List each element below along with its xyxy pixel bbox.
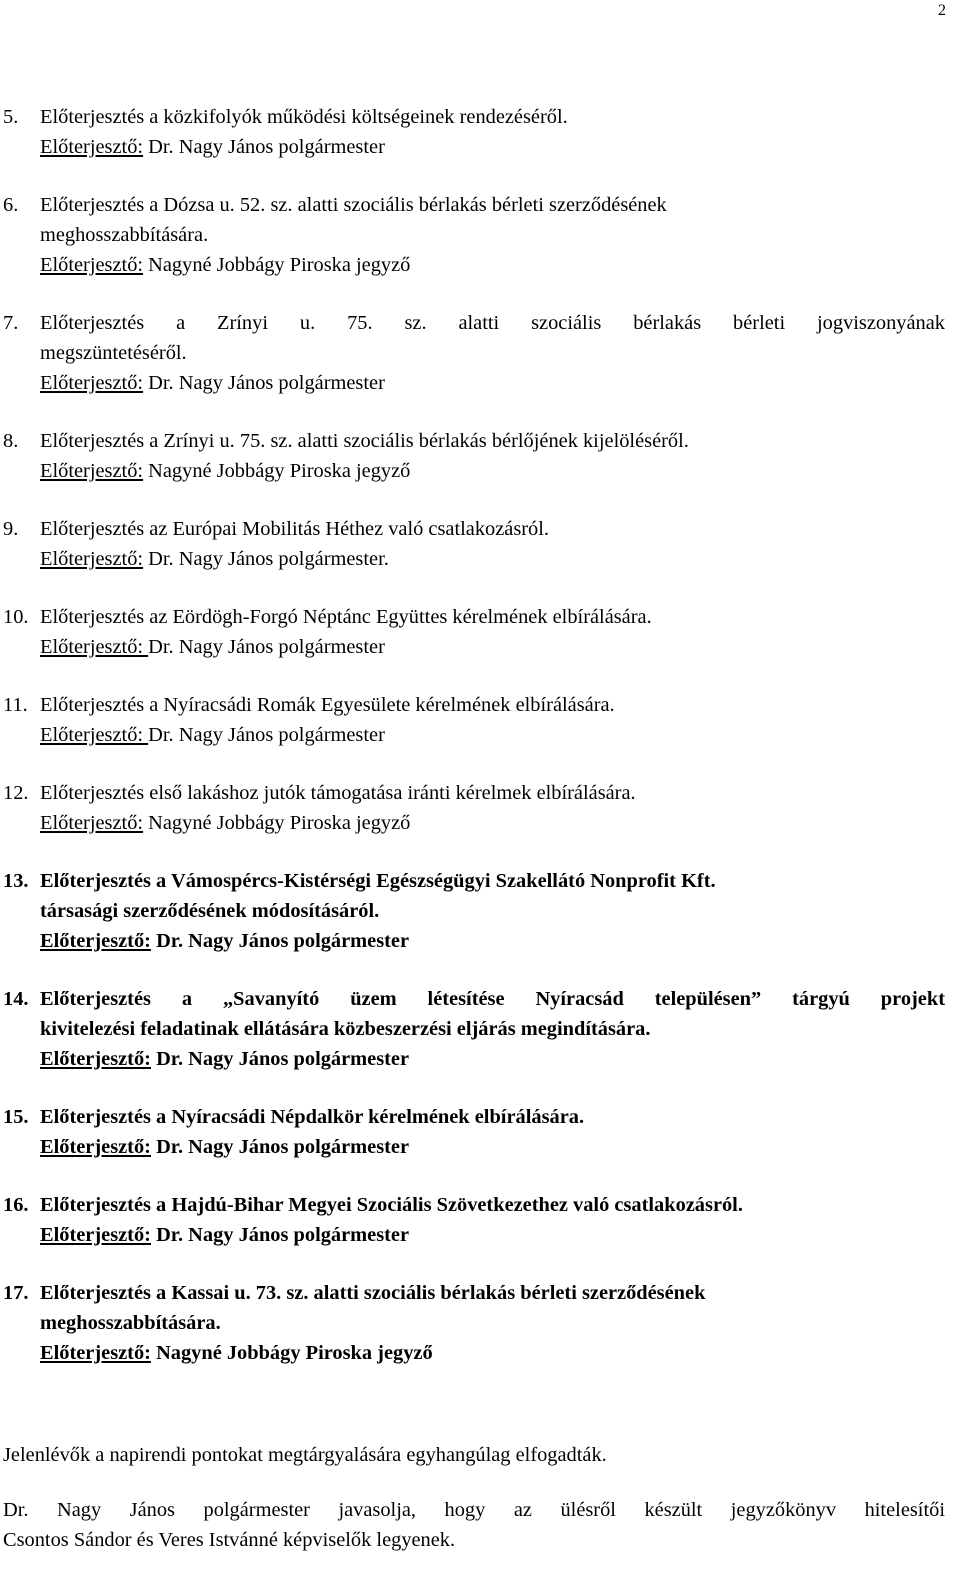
agenda-item-number: 9. [3, 518, 19, 540]
agenda-item [3, 984, 945, 1074]
presenter-label: Előterjesztő: [40, 930, 151, 952]
presenter-name: Dr. Nagy János polgármester [148, 636, 385, 658]
presenter-name: Nagyné Jobbágy Piroska jegyző [143, 460, 411, 482]
presenter-name: Dr. Nagy János polgármester. [143, 548, 389, 570]
agenda-item-title: meghosszabbítására. [40, 224, 209, 246]
agenda-item-title-line [3, 1102, 945, 1132]
agenda-item-title-line [3, 220, 945, 250]
agenda-item-title: Előterjesztés a Hajdú-Bihar Megyei Szociális Szövetkezethez való csatlakozásról. [40, 1194, 743, 1216]
agenda-item-title-line [3, 190, 945, 220]
presenter-label: Előterjesztő: [40, 372, 144, 394]
agenda-item-number [3, 1014, 40, 1044]
page-number: 2 [938, 2, 946, 19]
agenda-list [3, 102, 945, 1368]
presenter-name: Nagyné Jobbágy Piroska jegyző [150, 1342, 433, 1364]
agenda-item-presenter [3, 632, 945, 662]
agenda-item-title-line [3, 514, 945, 544]
agenda-item-number: 5. [3, 106, 19, 128]
agenda-item-number: 13. [3, 870, 29, 892]
presenter-label: Előterjesztő: [40, 254, 144, 276]
agenda-item-title: Előterjesztés az Eördögh-Forgó Néptánc Együttes kérelmének elbírálására. [40, 606, 652, 628]
agenda-item-presenter [3, 250, 945, 280]
agenda-item-title: Előterjesztés a Vámospércs-Kistérségi Egészségügyi Szakellátó Nonprofit Kft. [40, 870, 716, 892]
agenda-item-title: Előterjesztés a Kassai u. 73. sz. alatti szociális bérlakás bérleti szerződésének [40, 1282, 706, 1304]
presenter-name: Dr. Nagy János polgármester [150, 1136, 410, 1158]
presenter-name: Dr. Nagy János polgármester [150, 1224, 410, 1246]
agenda-item-title-line [3, 1278, 945, 1308]
agenda-item-title-line [3, 690, 945, 720]
agenda-item-title: társasági szerződésének módosításáról. [40, 900, 380, 922]
agenda-item-presenter [3, 368, 945, 398]
agenda-item-title: Előterjesztés a Zrínyi u. 75. sz. alatti szociális bérlakás bérleti jogviszonyának [40, 312, 945, 334]
agenda-item-title-line [3, 896, 945, 926]
agenda-item-number [3, 220, 40, 250]
agenda-item-title: Előterjesztés a Dózsa u. 52. sz. alatti szociális bérlakás bérleti szerződésének [40, 194, 667, 216]
agenda-item-title-line [3, 602, 945, 632]
agenda-item [3, 602, 945, 662]
agenda-item-title-line [3, 308, 945, 338]
presenter-name: Dr. Nagy János polgármester [150, 1048, 410, 1070]
agenda-item-title-line [3, 866, 945, 896]
agenda-item-title: Előterjesztés első lakáshoz jutók támogatása iránti kérelmek elbírálására. [40, 782, 636, 804]
presenter-label: Előterjesztő: [40, 724, 149, 746]
agenda-item [3, 690, 945, 750]
agenda-item-title-line [3, 984, 945, 1014]
presenter-label: Előterjesztő: [40, 1342, 151, 1364]
agenda-item-title: meghosszabbítására. [40, 1312, 221, 1334]
agenda-item-presenter [3, 1044, 945, 1074]
presenter-label: Előterjesztő: [40, 1048, 151, 1070]
agenda-item-title-line [3, 1190, 945, 1220]
agenda-item [3, 190, 945, 280]
agenda-item-presenter [3, 808, 945, 838]
agenda-item-title-line [3, 1014, 945, 1044]
agenda-accepted-text: Jelenlévők a napirendi pontokat megtárgyalására egyhangúlag elfogadták. [3, 1444, 607, 1466]
presenter-name: Dr. Nagy János polgármester [150, 930, 410, 952]
agenda-item-number: 6. [3, 194, 19, 216]
agenda-item-presenter [3, 456, 945, 486]
agenda-item-number: 7. [3, 312, 19, 334]
authenticators-line-1: Dr. Nagy János polgármester javasolja, hogy az ülésről készült jegyzőkönyv hitelesítői [3, 1499, 945, 1521]
agenda-item-number: 10. [3, 606, 29, 628]
agenda-item-title-line [3, 338, 945, 368]
agenda-item-title: Előterjesztés a Zrínyi u. 75. sz. alatti szociális bérlakás bérlőjének kijelöléséről. [40, 430, 689, 452]
agenda-item-presenter [3, 132, 945, 162]
agenda-item-presenter [3, 544, 945, 574]
agenda-item-number: 14. [3, 988, 29, 1010]
agenda-item [3, 1102, 945, 1162]
agenda-item-number: 17. [3, 1282, 29, 1304]
presenter-name: Dr. Nagy János polgármester [143, 372, 385, 394]
agenda-accepted-paragraph [3, 1440, 945, 1470]
agenda-item-title: megszüntetéséről. [40, 342, 187, 364]
presenter-label: Előterjesztő: [40, 460, 144, 482]
agenda-item [3, 514, 945, 574]
agenda-document [3, 102, 945, 1555]
agenda-item-number [3, 338, 40, 368]
presenter-name: Nagyné Jobbágy Piroska jegyző [143, 812, 411, 834]
agenda-item [3, 102, 945, 162]
agenda-item-title: Előterjesztés a „Savanyító üzem létesítése Nyíracsád településen” tárgyú projekt [40, 988, 945, 1010]
presenter-name: Dr. Nagy János polgármester [143, 136, 385, 158]
agenda-item-number [3, 896, 40, 926]
authenticators-line-2: Csontos Sándor és Veres Istvánné képviselők legyenek. [3, 1529, 456, 1551]
agenda-item-presenter [3, 926, 945, 956]
presenter-name: Dr. Nagy János polgármester [148, 724, 385, 746]
agenda-item-title: Előterjesztés az Európai Mobilitás Héthez való csatlakozásról. [40, 518, 550, 540]
presenter-name: Nagyné Jobbágy Piroska jegyző [143, 254, 411, 276]
authenticators-paragraph [3, 1495, 945, 1555]
presenter-label: Előterjesztő: [40, 548, 144, 570]
agenda-item [3, 308, 945, 398]
agenda-item [3, 1190, 945, 1250]
agenda-item-presenter [3, 720, 945, 750]
agenda-item-title-line [3, 102, 945, 132]
agenda-item-number [3, 1308, 40, 1338]
agenda-item-presenter [3, 1132, 945, 1162]
agenda-item [3, 1278, 945, 1368]
agenda-item [3, 778, 945, 838]
presenter-label: Előterjesztő: [40, 812, 144, 834]
agenda-item-presenter [3, 1338, 945, 1368]
agenda-item-number: 15. [3, 1106, 29, 1128]
agenda-item-title: Előterjesztés a közkifolyók működési költségeinek rendezéséről. [40, 106, 568, 128]
presenter-label: Előterjesztő: [40, 1224, 151, 1246]
presenter-label: Előterjesztő: [40, 136, 144, 158]
agenda-item-number: 11. [3, 694, 28, 716]
presenter-label: Előterjesztő: [40, 636, 149, 658]
agenda-item [3, 866, 945, 956]
agenda-item-title-line [3, 426, 945, 456]
agenda-item [3, 426, 945, 486]
presenter-label: Előterjesztő: [40, 1136, 151, 1158]
agenda-item-title: Előterjesztés a Nyíracsádi Romák Egyesülete kérelmének elbírálására. [40, 694, 615, 716]
agenda-item-title: Előterjesztés a Nyíracsádi Népdalkör kérelmének elbírálására. [40, 1106, 585, 1128]
agenda-item-title-line [3, 778, 945, 808]
agenda-item-title-line [3, 1308, 945, 1338]
agenda-item-number: 8. [3, 430, 19, 452]
agenda-item-number: 12. [3, 782, 29, 804]
agenda-item-number: 16. [3, 1194, 29, 1216]
agenda-item-title: kivitelezési feladatinak ellátására közbeszerzési eljárás megindítására. [40, 1018, 651, 1040]
agenda-item-presenter [3, 1220, 945, 1250]
